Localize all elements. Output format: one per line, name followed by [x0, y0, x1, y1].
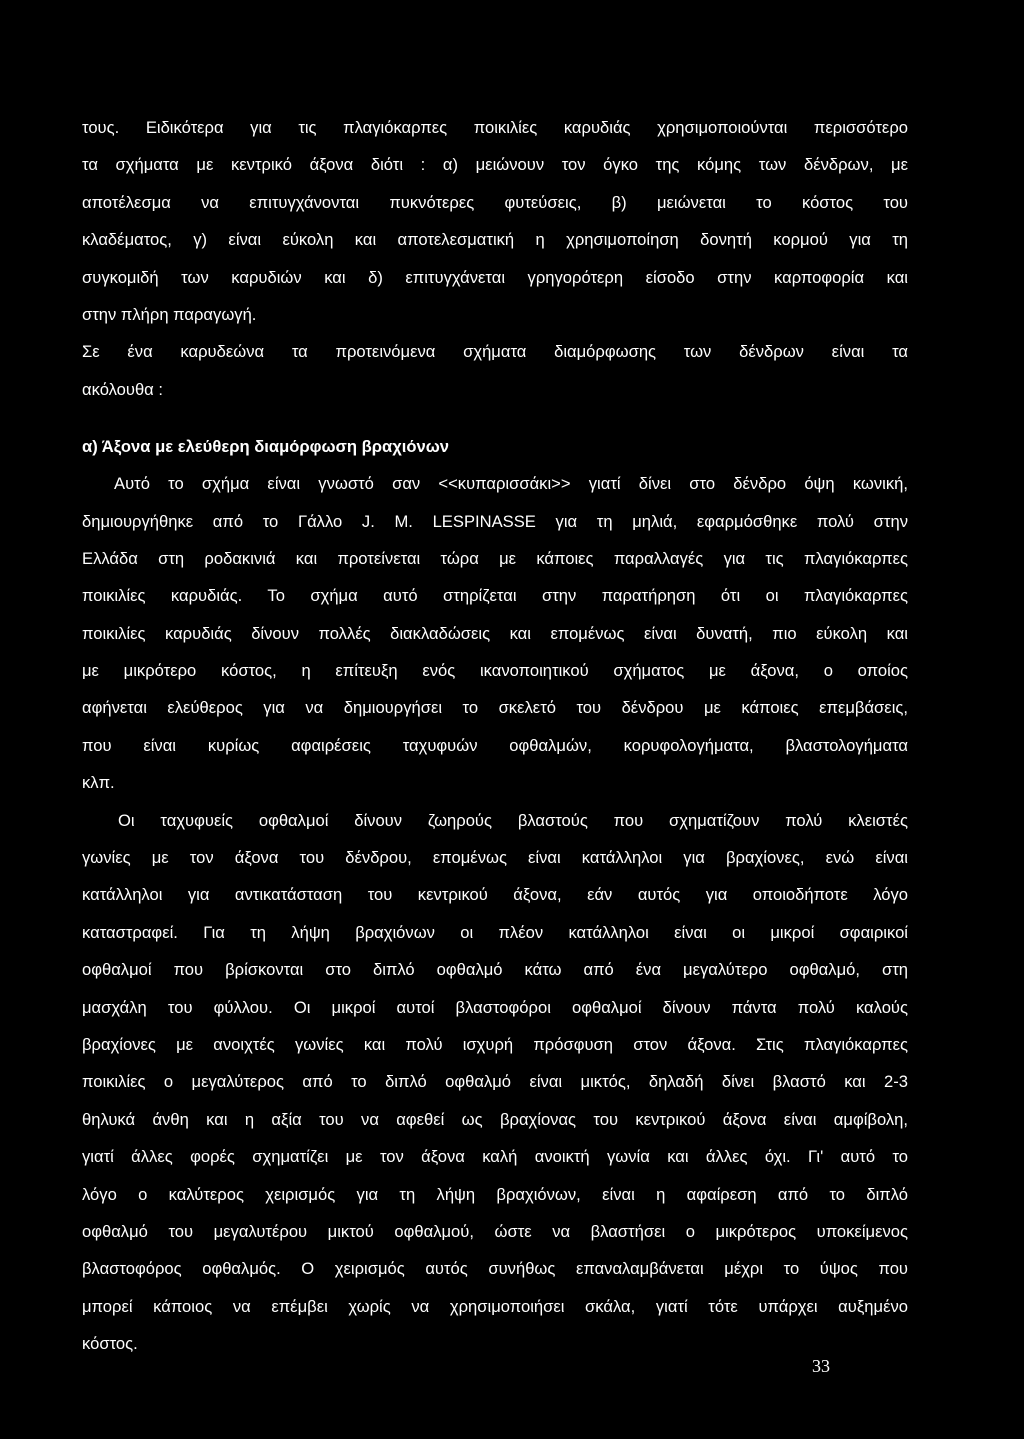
text-line: κλπ.	[82, 773, 115, 793]
paragraph-3	[82, 474, 908, 793]
text-line: δημιουργήθηκε από το Γάλλο J. Μ. LESPINASSE για τη μηλιά, εφαρμόσθηκε πολύ στην	[82, 511, 908, 531]
section-heading: α) Άξονα με ελεύθερη διαμόρφωση βραχιόνων	[82, 436, 449, 456]
paragraph-2	[82, 342, 908, 399]
text-line: βραχίονες με ανοιχτές γωνίες και πολύ ισχυρή πρόσφυση στον άξονα. Στις πλαγιόκαρπες	[82, 1034, 908, 1054]
text-line: γωνίες με τον άξονα του δένδρου, επομένως είναι κατάλληλοι για βραχίονες, ενώ είναι	[82, 848, 908, 868]
text-line: κλαδέματος, γ) είναι εύκολη και αποτελεσματική η χρησιμοποίηση δονητή κορμού για τη	[82, 230, 908, 250]
text-line: τους. Ειδικότερα για τις πλαγιόκαρπες ποικιλίες καρυδιάς χρησιμοποιούνται περισσότερο	[82, 118, 908, 137]
text-line: οφθαλμό του μεγαλυτέρου μικτού οφθαλμού, ώστε να βλαστήσει ο μικρότερος υποκείμενος	[82, 1221, 908, 1241]
text-line: Οι ταχυφυείς οφθαλμοί δίνουν ζωηρούς βλαστούς που σχηματίζουν πολύ κλειστές	[118, 810, 908, 830]
paragraph-4	[82, 811, 908, 1354]
text-line: μπορεί κάποιος να επέμβει χωρίς να χρησιμοποιήσει σκάλα, γιατί τότε υπάρχει αυξημένο	[82, 1296, 908, 1316]
paragraph-1	[82, 118, 908, 325]
text-line: ποικιλίες ο μεγαλύτερος από το διπλό οφθαλμό είναι μικτός, δηλαδή δίνει βλαστό και 2-3	[82, 1072, 908, 1092]
text-line: οφθαλμοί που βρίσκονται στο διπλό οφθαλμό κάτω από ένα μεγαλύτερο οφθαλμό, στη	[82, 960, 908, 980]
text-line: συγκομιδή των καρυδιών και δ) επιτυγχάνεται γρηγορότερη είσοδο στην καρποφορία και	[82, 267, 908, 287]
text-line: ποικιλίες καρυδιάς δίνουν πολλές διακλαδώσεις και επομένως είναι δυνατή, πιο εύκολη και	[82, 623, 908, 643]
text-line: κόστος.	[82, 1334, 138, 1354]
text-line: Ελλάδα στη ροδακινιά και προτείνεται τώρα με κάποιες παραλλαγές για τις πλαγιόκαρπες	[82, 548, 908, 568]
text-line: καταστραφεί. Για τη λήψη βραχιόνων οι πλέον κατάλληλοι είναι οι μικροί σφαιρικοί	[82, 922, 908, 942]
text-line: ακόλουθα :	[82, 379, 163, 399]
text-line: Σε ένα καρυδεώνα τα προτεινόμενα σχήματα διαμόρφωσης των δένδρων είναι τα	[82, 342, 908, 362]
text-line: που είναι κυρίως αφαιρέσεις ταχυφυών οφθαλμών, κορυφολογήματα, βλαστολογήματα	[82, 735, 908, 755]
text-line: Αυτό το σχήμα είναι γνωστό σαν <<κυπαρισσάκι>> γιατί δίνει στο δένδρο όψη κωνική,	[114, 474, 908, 494]
text-line: με μικρότερο κόστος, η επίτευξη ενός ικανοποιητικού σχήματος με άξονα, ο οποίος	[82, 661, 908, 681]
text-line: θηλυκά άνθη και η αξία του να αφεθεί ως βραχίονας του κεντρικού άξονα είναι αμφίβολη,	[82, 1109, 908, 1129]
text-line: αποτέλεσμα να επιτυγχάνονται πυκνότερες φυτεύσεις, β) μειώνεται το κόστος του	[82, 192, 908, 212]
text-line: τα σχήματα με κεντρικό άξονα διότι : α) μειώνουν τον όγκο της κόμης των δένδρων, με	[82, 155, 908, 175]
text-line: βλαστοφόρος οφθαλμός. Ο χειρισμός αυτός συνήθως επαναλαμβάνεται μέχρι το ύψος που	[82, 1259, 908, 1279]
document-body	[82, 118, 908, 1372]
text-line: μασχάλη του φύλλου. Οι μικροί αυτοί βλαστοφόροι οφθαλμοί δίνουν πάντα πολύ καλούς	[82, 997, 908, 1017]
text-line: γιατί άλλες φορές σχηματίζει με τον άξονα καλή ανοικτή γωνία και άλλες όχι. Γι' αυτό το	[82, 1147, 908, 1167]
text-line: λόγο ο καλύτερος χειρισμός για τη λήψη βραχιόνων, είναι η αφαίρεση από το διπλό	[82, 1184, 908, 1204]
text-line: ποικιλίες καρυδιάς. Το σχήμα αυτό στηρίζεται στην παρατήρηση ότι οι πλαγιόκαρπες	[82, 586, 908, 606]
page-number: 33	[812, 1356, 830, 1376]
text-line: στην πλήρη παραγωγή.	[82, 304, 257, 324]
text-line: κατάλληλοι για αντικατάσταση του κεντρικού άξονα, εάν αυτός για οποιοδήποτε λόγο	[82, 885, 908, 905]
text-line: αφήνεται ελεύθερος για να δημιουργήσει το σκελετό του δένδρου με κάποιες επεμβάσεις,	[82, 698, 908, 718]
